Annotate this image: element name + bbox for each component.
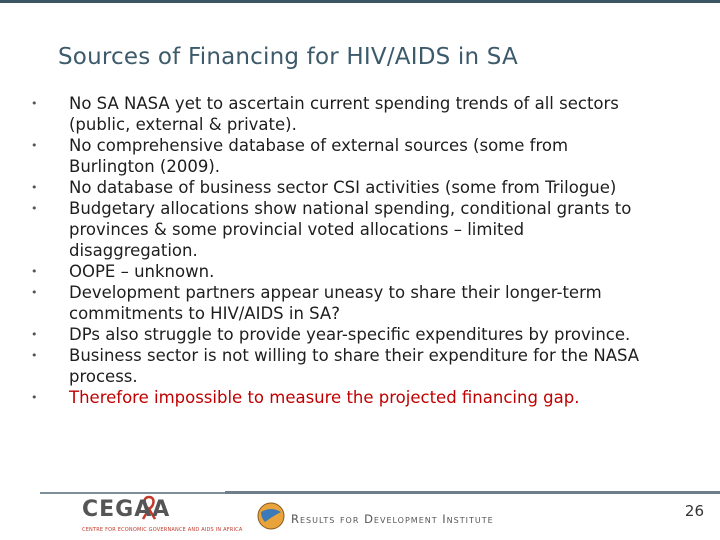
bullet-text: OOPE – unknown. — [69, 262, 215, 281]
r4d-logo — [255, 500, 515, 534]
bullet-dot-icon: • — [31, 265, 38, 278]
top-rule — [0, 0, 720, 3]
bullet-text: No comprehensive database of external sources (some from Burlington (2009). — [69, 136, 569, 176]
r4d-logo-text: Results for Development Institute — [291, 512, 494, 526]
slide-title: Sources of Financing for HIV/AIDS in SA — [58, 44, 518, 70]
bullet-dot-icon: • — [31, 391, 38, 404]
bullet-dot-icon: • — [31, 328, 38, 341]
cegaa-logo — [82, 497, 243, 539]
bullet-text: Business sector is not willing to share their expenditure for the NASA process. — [69, 346, 640, 386]
footer-rule-accent — [225, 491, 720, 494]
bullet-text: Development partners appear uneasy to share their longer-term commitments to HIV/AIDS in SA? — [69, 283, 602, 323]
globe-icon — [255, 500, 287, 532]
bullet-item — [0, 345, 720, 387]
bullet-item — [0, 135, 720, 177]
bullet-dot-icon: • — [31, 202, 38, 215]
bullet-dot-icon: • — [31, 349, 38, 362]
page-number: 26 — [684, 502, 704, 520]
bullet-text: Budgetary allocations show national spending, conditional grants to provinces & some provincial voted allocations – limited disaggregation. — [69, 199, 632, 260]
bullet-text: No database of business sector CSI activities (some from Trilogue) — [69, 178, 617, 197]
bullet-text: No SA NASA yet to ascertain current spending trends of all sectors (public, external & private). — [69, 94, 619, 134]
cegaa-logo-text: CEGAA — [82, 497, 171, 522]
bullet-item — [0, 261, 720, 282]
bullet-item-conclusion — [0, 387, 720, 408]
bullet-dot-icon: • — [31, 286, 38, 299]
bullet-item — [0, 177, 720, 198]
bullet-dot-icon: • — [31, 181, 38, 194]
bullet-item — [0, 324, 720, 345]
bullet-item — [0, 282, 720, 324]
bullet-dot-icon: • — [31, 139, 38, 152]
cegaa-logo-subtitle: CENTRE FOR ECONOMIC GOVERNANCE AND AIDS IN AFRICA — [82, 527, 243, 533]
bullet-text: Therefore impossible to measure the projected financing gap. — [69, 388, 580, 407]
bullet-dot-icon: • — [31, 97, 38, 110]
bullet-list — [0, 93, 720, 408]
bullet-text: DPs also struggle to provide year-specific expenditures by province. — [69, 325, 631, 344]
bullet-item — [0, 198, 720, 261]
bullet-item — [0, 93, 720, 135]
